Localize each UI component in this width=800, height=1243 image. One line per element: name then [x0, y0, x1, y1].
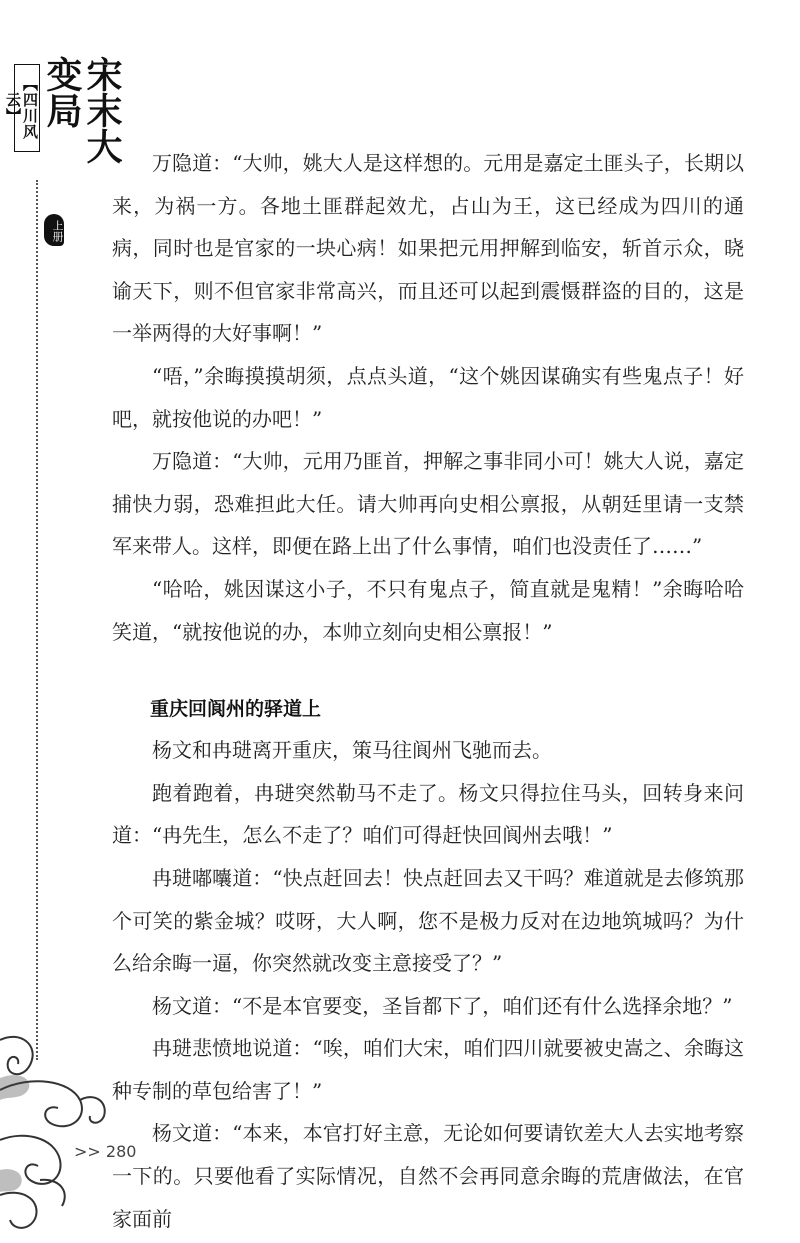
series-header	[4, 56, 123, 242]
paragraph: 跑着跑着，冉琎突然勒马不走了。杨文只得拉住马头，回转身来问道：“冉先生，怎么不走了？咱们可得赶快回阆州去哦！”	[112, 780, 744, 848]
series-title: 宋末大变局	[41, 56, 123, 164]
paragraph: 万隐道：“大帅，姚大人是这样想的。元用是嘉定土匪头子，长期以来，为祸一方。各地土匪群起效尤，占山为王，这已经成为四川的通病，同时也是官家的一块心病！如果把元用押解到临安，斩首示众，晓谕天下，则不但官家非常高兴，而且还可以起到震慑群盗的目的，这是一举两得的大好事啊！”	[112, 151, 744, 346]
page-number: >> 280	[74, 1142, 137, 1161]
paragraph: 杨文道：“不是本官要变，圣旨都下了，咱们还有什么选择余地？”	[152, 993, 733, 1018]
body-text	[112, 142, 744, 1240]
margin-dotted-rule	[36, 180, 38, 1060]
cloud-ornament-icon	[0, 1020, 110, 1243]
paragraph: 杨文道：“本来，本官打好主意，无论如何要请钦差大人去实地考察一下的。只要他看了实际情况，自然不会再同意余晦的荒唐做法，在官家面前	[112, 1121, 744, 1231]
section-heading: 重庆回阆州的驿道上	[150, 698, 322, 721]
paragraph: 杨文和冉琎离开重庆，策马往阆州飞驰而去。	[152, 738, 552, 763]
series-tag: 【四川风云】	[14, 64, 40, 152]
paragraph: 冉琎嘟囔道：“快点赶回去！快点赶回去又干吗？难道就是去修筑那个可笑的紫金城？哎呀，大人啊，您不是极力反对在边地筑城吗？为什么给余晦一逼，你突然就改变主意接受了？”	[112, 865, 744, 976]
paragraph: 万隐道：“大帅，元用乃匪首，押解之事非同小可！姚大人说，嘉定捕快力弱，恐难担此大任。请大帅再向史相公禀报，从朝廷里请一支禁军来带人。这样，即便在路上出了什么事情，咱们也没责任了……”	[112, 449, 744, 559]
paragraph: 冉琎悲愤地说道：“唉，咱们大宋，咱们四川就要被史嵩之、余晦这种专制的草包给害了！”	[112, 1036, 744, 1103]
volume-badge: 上册	[44, 214, 64, 246]
paragraph: “哈哈，姚因谋这小子，不只有鬼点子，简直就是鬼精！”余晦哈哈笑道，“就按他说的办，本帅立刻向史相公禀报！”	[112, 576, 744, 644]
paragraph: “唔，”余晦摸摸胡须，点点头道，“这个姚因谋确实有些鬼点子！好吧，就按他说的办吧！”	[112, 363, 744, 431]
